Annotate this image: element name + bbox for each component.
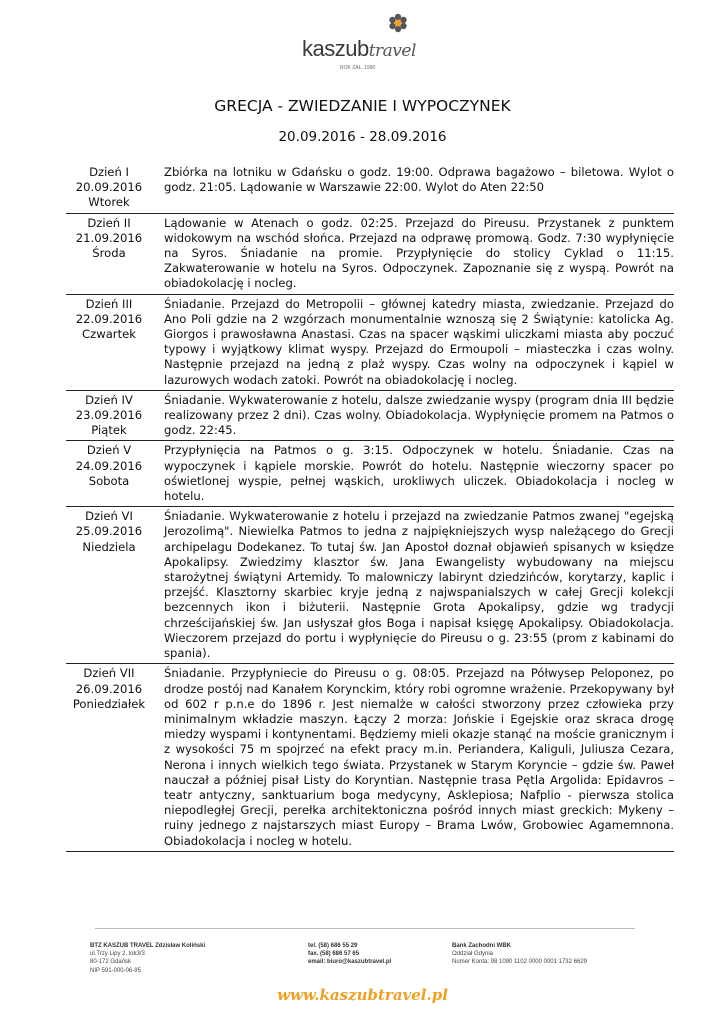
footer-company-info	[90, 942, 205, 975]
day-weekday: Poniedziałek	[72, 696, 146, 711]
day-description: Śniadanie. Przejazd do Metropolii – głównej katedry miasta, zwiedzanie. Przejazd do Ano Poli gdzie na 2 wzgórzach monumentalnie wznoszą się 2 Świątynie: katolicka Ag. Giorgos i prawosławna Anastasi. Czas na spacer wąskimi uliczkami miasta aby poczuć typowy i wyjątkowy klimat wyspy. Przejazd do Ermoupoli – miasteczka i czas wolny. Następnie przejazd na jedną z plaż wyspy. Czas wolny na odpoczynek i kąpiel w lazurowych wodach zatoki. Powrót na obiadokolację i nocleg.	[164, 296, 674, 387]
footer-tel: tel. (58) 686 55 29	[308, 943, 358, 949]
day-date: 25.09.2016	[75, 524, 143, 539]
itinerary-row	[66, 213, 674, 294]
day-cell	[66, 507, 162, 664]
itinerary-row	[66, 441, 674, 507]
itinerary-row	[66, 390, 674, 441]
day-date: 22.09.2016	[75, 311, 143, 326]
day-day: Dzień VII	[83, 666, 135, 681]
day-weekday: Piątek	[91, 423, 127, 438]
day-date: 23.09.2016	[75, 408, 143, 423]
day-weekday: Środa	[92, 246, 126, 261]
footer-address-line1: ul.Trzy Lipy 2, lok3/3	[90, 951, 145, 958]
day-day: Dzień I	[89, 165, 129, 179]
footer-fax: fax. (58) 686 57 65	[308, 951, 360, 958]
day-weekday: Sobota	[88, 473, 130, 488]
day-day: Dzień IV	[85, 392, 133, 407]
day-cell	[66, 294, 162, 390]
date-range: 20.09.2016 - 28.09.2016	[278, 129, 447, 145]
day-cell	[66, 213, 162, 294]
footer-bank-branch: Oddział Gdynia	[452, 951, 494, 958]
day-description: Śniadanie. Przypłyniecie do Pireusu o g. 08:05. Przejazd na Półwysep Peloponez, po drodze postój nad Kanałem Korynckim, który robi ogromne wrażenie. Przekopywany był od 602 r p.n.e do 1896 r. Jest niemalże w całości stworzony przez człowieka przy minimalnym wkładzie maszyn. Łączy 2 morza: Jońskie i Egejskie oraz skraca drogę miedzy wyspami i kontynentami. Będziemy mieli okazje stanąć na moście granicznym i z wysokości 75 m spojrzeć na efekt pracy m.in. Periandera, Kaliguli, Juliusza Cezara, Nerona i innych wielkich tego świata. Przystanek w Starym Koryncie – gdzie św. Paweł nauczał a później pisał Listy do Koryntian. Następnie trasa Pętla Argolida: Epidavros – teatr antyczny, sanktuarium boga medycyny, Asklepiosa; Nafplio - pierwsza stolica niepodległej Grecji, perełka architektoniczna pośród innych miast greckich: Mykeny – ruiny jednego z najstarszych miast Europy – Brama Lwów, Grobowiec Agamemnona. Obiadokolacja i nocleg w hotelu.	[164, 666, 674, 848]
footer-bank-info	[452, 942, 587, 967]
day-cell	[66, 163, 162, 213]
itinerary-row	[66, 163, 674, 213]
day-description: Śniadanie. Wykwaterowanie z hotelu i przejazd na zwiedzanie Patmos zwanej "egejską Jerozolimą". Niewielka Patmos to jedna z najpiękniejszych wysp należącego do Grecji archipelagu Dodekanez. To tutaj św. Jan Apostoł doznał objawień spisanych w księdze Apokalipsy. Zwiedzimy klasztor św. Jana Ewangelisty wybudowany na miejscu starożytnej świątyni Artemidy. To malowniczy labirynt dziedzińców, korytarzy, kaplic i przejść. Klasztorny skarbiec kryje jedną z najwspanialszych w całej Grecji kolekcji bezcennych ikon i biżuterii. Następnie Grota Apokalipsy, gdzie wg tradycji chrześcijańskiej św. Jan usłyszał głos Boga i napisał księgę Apokalipsy. Obiadokolacja. Wieczorem przejazd do portu i wypłynięcie do Pireusu o g. 23:55 (prom z kabinami do spania).	[164, 509, 674, 661]
itinerary-row	[66, 507, 674, 664]
day-weekday: Niedziela	[82, 539, 136, 554]
day-date: 26.09.2016	[75, 681, 143, 696]
footer-contact-info	[308, 942, 391, 967]
day-cell	[66, 441, 162, 507]
day-date: 24.09.2016	[75, 458, 143, 473]
day-cell	[66, 664, 162, 851]
logo-accent-text: travel	[368, 41, 416, 61]
day-day: Dzień VI	[85, 509, 133, 524]
flower-logo-icon	[378, 12, 418, 34]
day-day: Dzień III	[85, 296, 133, 311]
logo-main-text: kaszub	[302, 36, 369, 61]
footer-address-line2: 80-172 Gdańsk	[90, 959, 132, 966]
footer-company-name: BTZ KASZUB TRAVEL Zdzisław Koliński	[90, 943, 206, 949]
itinerary-table	[66, 163, 674, 852]
day-day: Dzień II	[87, 215, 131, 230]
day-date: 20.09.2016	[75, 180, 143, 195]
itinerary-row	[66, 664, 674, 851]
footer-nip: NIP 591-000-06-95	[90, 967, 141, 974]
footer-email: email: biuro@kaszubtravel.pl	[308, 959, 392, 966]
day-weekday: Wtorek	[88, 195, 130, 210]
document-title: GRECJA - ZWIEDZANIE I WYPOCZYNEK	[214, 97, 511, 115]
logo-tagline: ROK ZAŁ. 1990	[340, 65, 376, 71]
company-logo	[300, 16, 430, 71]
day-description: Zbiórka na lotniku w Gdańsku o godz. 19:00. Odprawa bagażowo – biletowa. Wylot o godz. 21:05. Lądowanie w Warszawie 22:00. Wylot do Aten 22:50	[164, 165, 674, 195]
day-day: Dzień V	[86, 443, 132, 458]
website-link[interactable]: www.kaszubtravel.pl	[277, 986, 448, 1004]
logo-wordmark	[302, 36, 416, 62]
day-description: Śniadanie. Wykwaterowanie z hotelu, dalsze zwiedzanie wyspy (program dnia III będzie realizowany przez 2 dni). Czas wolny. Obiadokolacja. Wypłynięcie promem na Patmos o godz. 22:45.	[164, 392, 674, 438]
footer-bank-account: Numer Konta: 98 1090 1102 0000 0001 1732 6629	[452, 959, 587, 966]
itinerary-row	[66, 294, 674, 390]
day-date: 21.09.2016	[75, 230, 143, 245]
footer-divider	[95, 928, 635, 929]
footer-bank-name: Bank Zachodni WBK	[452, 943, 512, 949]
day-cell	[66, 390, 162, 441]
day-description: Lądowanie w Atenach o godz. 02:25. Przejazd do Pireusu. Przystanek z punktem widokowym na wschód słońca. Przejazd na odprawę promową. Godz. 7:30 wypłynięcie na Syros. Śniadanie na promie. Przypłynięcie do stolicy Cyklad o 11:15. Zakwaterowanie w hotelu na Syros. Odpoczynek. Zapoznanie się z wyspą. Powrót na obiadokolację i nocleg.	[164, 215, 674, 291]
day-weekday: Czwartek	[82, 327, 136, 342]
day-description: Przypłynięcia na Patmos o g. 3:15. Odpoczynek w hotelu. Śniadanie. Czas na wypoczynek i kąpiele morskie. Powrót do hotelu. Następnie wieczorny spacer po oświetlonej wyspie, pełnej wąskich, urokliwych uliczek. Obiadokolacja i nocleg w hotelu.	[164, 443, 674, 504]
